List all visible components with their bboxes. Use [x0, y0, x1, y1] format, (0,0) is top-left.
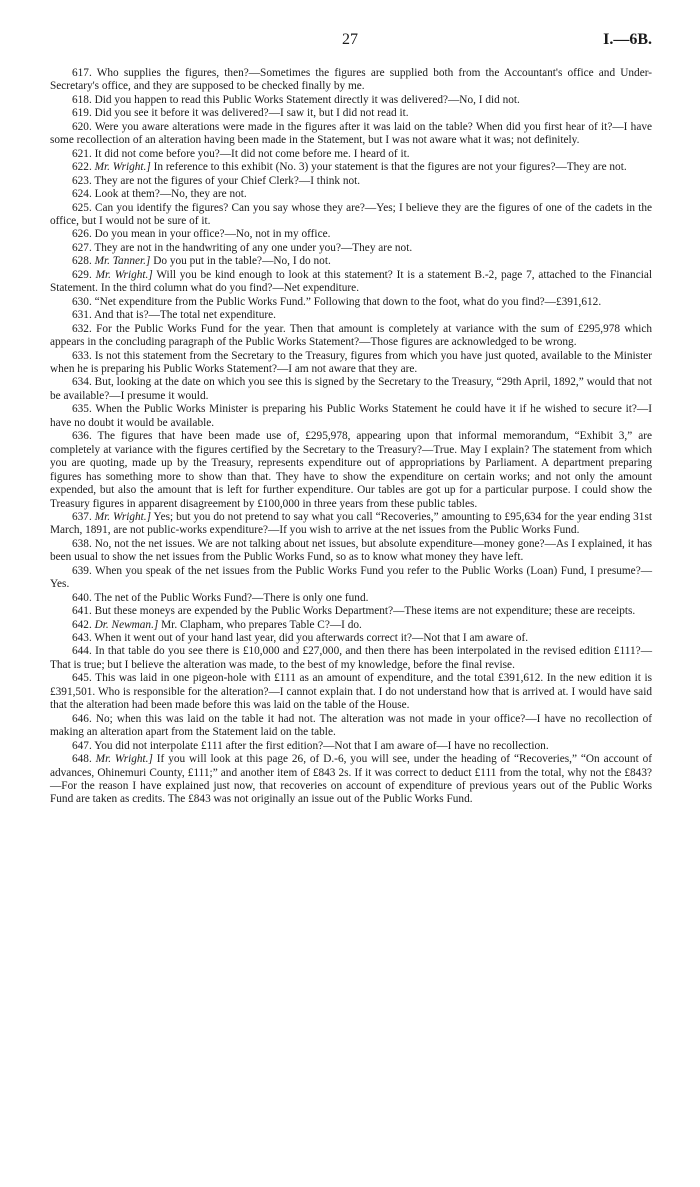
question-text: Do you mean in your office?—No, not in my office.: [94, 228, 331, 241]
question-number: 617.: [72, 67, 97, 79]
speaker-label: Dr. Newman.]: [94, 618, 159, 631]
speaker-label: Mr. Tanner.]: [94, 255, 151, 268]
question-text: Do you put in the table?—No, I do not.: [150, 255, 331, 268]
question-number: 621.: [72, 147, 95, 160]
question-text: If you will look at this page 26, of D.-6, you will see, under the heading of “Recoveries,” “On account of advances, Ohinemuri County, £111;” and another item of £843 2s. If it was correct to deduct £111 from the total, why not the £843?—For the reason I have explained just now, that recoveries on account of expenditure of previous years out of the Public Works Fund are taken as credits. The £843 was not originally an issue out of the Public Works Fund.: [50, 753, 653, 806]
speaker-label: Mr. Wright.]: [94, 510, 152, 523]
question-text: Were you aware alterations were made in the figures after it was laid on the table? When did you first hear of it?—I have some recollection of an alteration having been made in the Statement, but I was not aware what it was; not definitely.: [50, 120, 653, 147]
question-number: 625.: [72, 201, 95, 214]
question-number: 646.: [72, 712, 96, 725]
question-paragraph-632: [50, 323, 652, 350]
question-number: 627.: [72, 241, 95, 254]
question-text: Did you happen to read this Public Works Statement directly it was delivered?—No, I did not.: [94, 93, 520, 106]
question-paragraph-634: [50, 376, 652, 403]
question-text: Can you identify the figures? Can you say whose they are?—Yes; I believe they are the figures of one of the cadets in the office, but I would not be sure of it.: [50, 201, 653, 227]
question-paragraph-639: [50, 565, 652, 592]
paper-reference: I.—6B.: [603, 31, 652, 48]
question-paragraph-635: [50, 403, 652, 430]
question-text: When the Public Works Minister is preparing his Public Works Statement he could have it if he wished to secure it?—I have no doubt it would be available.: [50, 403, 652, 429]
question-number: 631.: [72, 309, 94, 322]
question-paragraph-644: [50, 645, 652, 672]
page-header: [0, 30, 700, 52]
speaker-label: Mr. Wright.]: [95, 268, 153, 281]
question-paragraph-623: [50, 175, 652, 188]
question-paragraph-625: [50, 202, 652, 229]
question-paragraph-626: [50, 228, 652, 241]
question-number: 636.: [72, 430, 98, 443]
question-paragraph-648: [50, 753, 652, 807]
question-text: They are not in the handwriting of any one under you?—They are not.: [94, 241, 413, 254]
question-paragraph-617: [50, 67, 652, 94]
question-number: 629.: [72, 268, 96, 281]
question-number: 647.: [72, 739, 95, 752]
question-paragraph-645: [50, 672, 652, 712]
question-number: 618.: [72, 93, 95, 106]
question-number: 648.: [72, 753, 96, 766]
question-text: Is not this statement from the Secretary to the Treasury, figures from which you have just quoted, available to the Minister when he is preparing his Public Works Statement?—I am not aware that they are.: [50, 349, 652, 375]
question-number: 622.: [72, 161, 95, 174]
question-text: And that is?—The total net expenditure.: [93, 309, 276, 322]
question-number: 638.: [72, 537, 95, 550]
question-number: 640.: [72, 591, 95, 604]
question-paragraph-640: [50, 592, 652, 605]
question-paragraph-638: [50, 538, 652, 565]
question-paragraph-629: [50, 269, 652, 296]
question-text: But these moneys are expended by the Public Works Department?—These items are not expenditure; these are receipts.: [94, 605, 636, 618]
question-text: You did not interpolate £111 after the first edition?—Not that I am aware of—I have no recollection.: [94, 739, 549, 752]
question-text: Will you be kind enough to look at this statement? It is a statement B.-2, page 7, attached to the Financial Statement. In the third column what do you find?—Net expenditure.: [50, 268, 653, 295]
question-text: No, not the net issues. We are not talking about net issues, but absolute expenditure—money gone?—As I explained, it has been usual to show the net issues from the Public Works Fund, so as to know what money they have left.: [50, 537, 653, 564]
question-paragraph-631: [50, 309, 652, 322]
question-paragraph-647: [50, 740, 652, 753]
question-text: No; when this was laid on the table it had not. The alteration was not made in your office?—I have no recollection of making an alteration apart from the Statement laid on the table.: [50, 712, 652, 739]
question-text: Mr. Clapham, who prepares Table C?—I do.: [158, 618, 362, 631]
question-text: “Net expenditure from the Public Works Fund.” Following that down to the foot, what do you find?—£391,612.: [94, 295, 602, 308]
question-paragraph-641: [50, 605, 652, 618]
question-text: It did not come before you?—It did not come before me. I heard of it.: [94, 147, 410, 160]
evidence-text: [50, 67, 652, 807]
question-paragraph-646: [50, 713, 652, 740]
question-text: Look at them?—No, they are not.: [94, 188, 247, 201]
question-text: This was laid in one pigeon-hole with £111 as an amount of expenditure, and the total £391,612. In the new edition it is £391,501. Who is responsible for the alteration?—I cannot explain that. I do not understand how that is arrived at. I would have said that the alteration had been made before this was laid on the table of the House.: [50, 672, 652, 712]
question-paragraph-618: [50, 94, 652, 107]
question-number: 624.: [72, 188, 95, 201]
question-paragraph-619: [50, 107, 652, 120]
question-paragraph-630: [50, 296, 652, 309]
question-number: 634.: [72, 376, 95, 389]
question-number: 643.: [72, 632, 95, 645]
speaker-label: Mr. Wright.]: [95, 753, 153, 766]
question-number: 633.: [72, 349, 95, 362]
question-paragraph-643: [50, 632, 652, 645]
question-paragraph-621: [50, 148, 652, 161]
question-paragraph-622: [50, 161, 652, 174]
question-text: The net of the Public Works Fund?—There is only one fund.: [94, 591, 369, 604]
question-paragraph-624: [50, 188, 652, 201]
question-number: 619.: [72, 107, 95, 120]
question-number: 642.: [72, 618, 95, 631]
question-number: 645.: [72, 672, 96, 685]
question-number: 620.: [72, 120, 95, 133]
question-number: 628.: [72, 255, 95, 268]
question-number: 635.: [72, 403, 96, 416]
question-text: Did you see it before it was delivered?—I saw it, but I did not read it.: [94, 107, 409, 120]
question-text: Who supplies the figures, then?—Sometimes the figures are supplied both from the Accountant's office and Under-Secretary's office, and they are supposed to be checked finally by me.: [50, 67, 653, 93]
question-paragraph-620: [50, 121, 652, 148]
question-number: 623.: [72, 174, 95, 187]
question-paragraph-636: [50, 430, 652, 511]
question-number: 644.: [72, 645, 96, 658]
question-text: In that table do you see there is £10,000 and £27,000, and then there has been interpolated in the revised edition £111?—That is true; but I believe the alteration was made, to the best of my knowledge, before the final revise.: [50, 645, 652, 671]
question-text: Yes; but you do not pretend to say what you call “Recoveries,” amounting to £95,634 for the year ending 31st March, 1891, are not public-works expenditure?—If you wish to arrive at the net issues from the Public Works Fund.: [50, 510, 652, 537]
question-paragraph-637: [50, 511, 652, 538]
speaker-label: Mr. Wright.]: [94, 161, 151, 174]
question-paragraph-627: [50, 242, 652, 255]
question-paragraph-633: [50, 350, 652, 377]
question-number: 632.: [72, 322, 97, 335]
page-number: 27: [342, 31, 358, 48]
question-text: When it went out of your hand last year, did you afterwards correct it?—Not that I am aware of.: [94, 632, 529, 645]
question-paragraph-642: [50, 619, 652, 632]
question-number: 637.: [72, 510, 95, 523]
question-number: 630.: [72, 295, 95, 308]
question-number: 626.: [72, 228, 95, 241]
question-number: 641.: [72, 605, 95, 618]
question-text: The figures that have been made use of, £295,978, appearing upon that informal memorandum, “Exhibit 3,” are completely at variance with the figures certified by the Secretary to the Treasury?—True. May I explain? The statement from which you are quoting, made up by the Treasury, represents expenditure out of appropriations by Parliament. A department preparing figures has something more to show than that. They have to show the expenditure on certain works; and not only the amount expended, but also the amount that is left for further expenditure. Our tables are got up for a particular purpose. I could show the Treasury figures in apparent disagreement by £100,000 in three years from these public tables.: [50, 430, 652, 510]
question-text: When you speak of the net issues from the Public Works Fund you refer to the Public Works (Loan) Fund, I presume?—Yes.: [50, 564, 652, 591]
question-number: 639.: [72, 564, 96, 577]
question-text: For the Public Works Fund for the year. Then that amount is completely at variance with the sum of £295,978 which appears in the concluding paragraph of the Public Works Statement?—Those figures are acknowledged to be wrong.: [50, 322, 653, 349]
question-paragraph-628: [50, 255, 652, 268]
question-text: But, looking at the date on which you see this is signed by the Secretary to the Treasury, “29th April, 1892,” would that not be available?—I presume it would.: [50, 376, 653, 402]
question-text: In reference to this exhibit (No. 3) your statement is that the figures are not your figures?—They are not.: [150, 161, 627, 174]
question-text: They are not the figures of your Chief Clerk?—I think not.: [94, 174, 361, 187]
